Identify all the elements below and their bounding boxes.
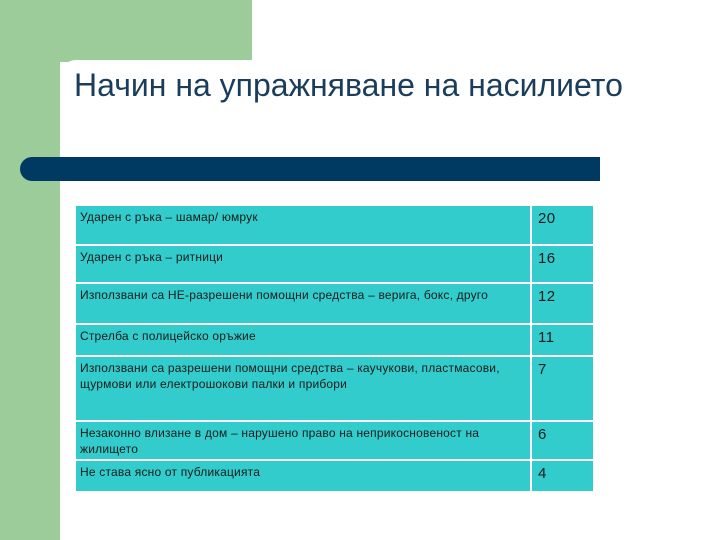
table-row [76, 246, 593, 284]
row-value: 6 [532, 422, 593, 461]
title-rule-bar [20, 157, 600, 181]
row-value: 7 [532, 357, 593, 422]
table-row [76, 284, 593, 325]
violence-methods-table [76, 206, 593, 493]
row-value: 11 [532, 325, 593, 357]
table-row [76, 325, 593, 357]
slide-title: Начин на упражняване на насилието [74, 67, 623, 103]
table-row [76, 206, 593, 246]
row-value: 16 [532, 246, 593, 284]
row-value: 20 [532, 206, 593, 246]
table-row [76, 461, 593, 493]
row-value: 4 [532, 461, 593, 493]
table-row [76, 357, 593, 422]
row-label: Ударен с ръка – шамар/ юмрук [76, 206, 532, 246]
row-label: Не става ясно от публикацията [76, 461, 532, 493]
row-label: Незаконно влизане в дом – нарушено право на неприкосновеност на жилището [76, 422, 532, 461]
row-label: Използвани са НЕ-разрешени помощни средства – верига, бокс, друго [76, 284, 532, 325]
row-label: Използвани са разрешени помощни средства – каучукови, пластмасови, щурмови или електрошокови палки и прибори [76, 357, 532, 422]
row-label: Стрелба с полицейско оръжие [76, 325, 532, 357]
row-label: Ударен с ръка – ритници [76, 246, 532, 284]
top-accent-block [0, 0, 252, 62]
table-row [76, 422, 593, 461]
row-value: 12 [532, 284, 593, 325]
left-accent-band [0, 0, 60, 540]
